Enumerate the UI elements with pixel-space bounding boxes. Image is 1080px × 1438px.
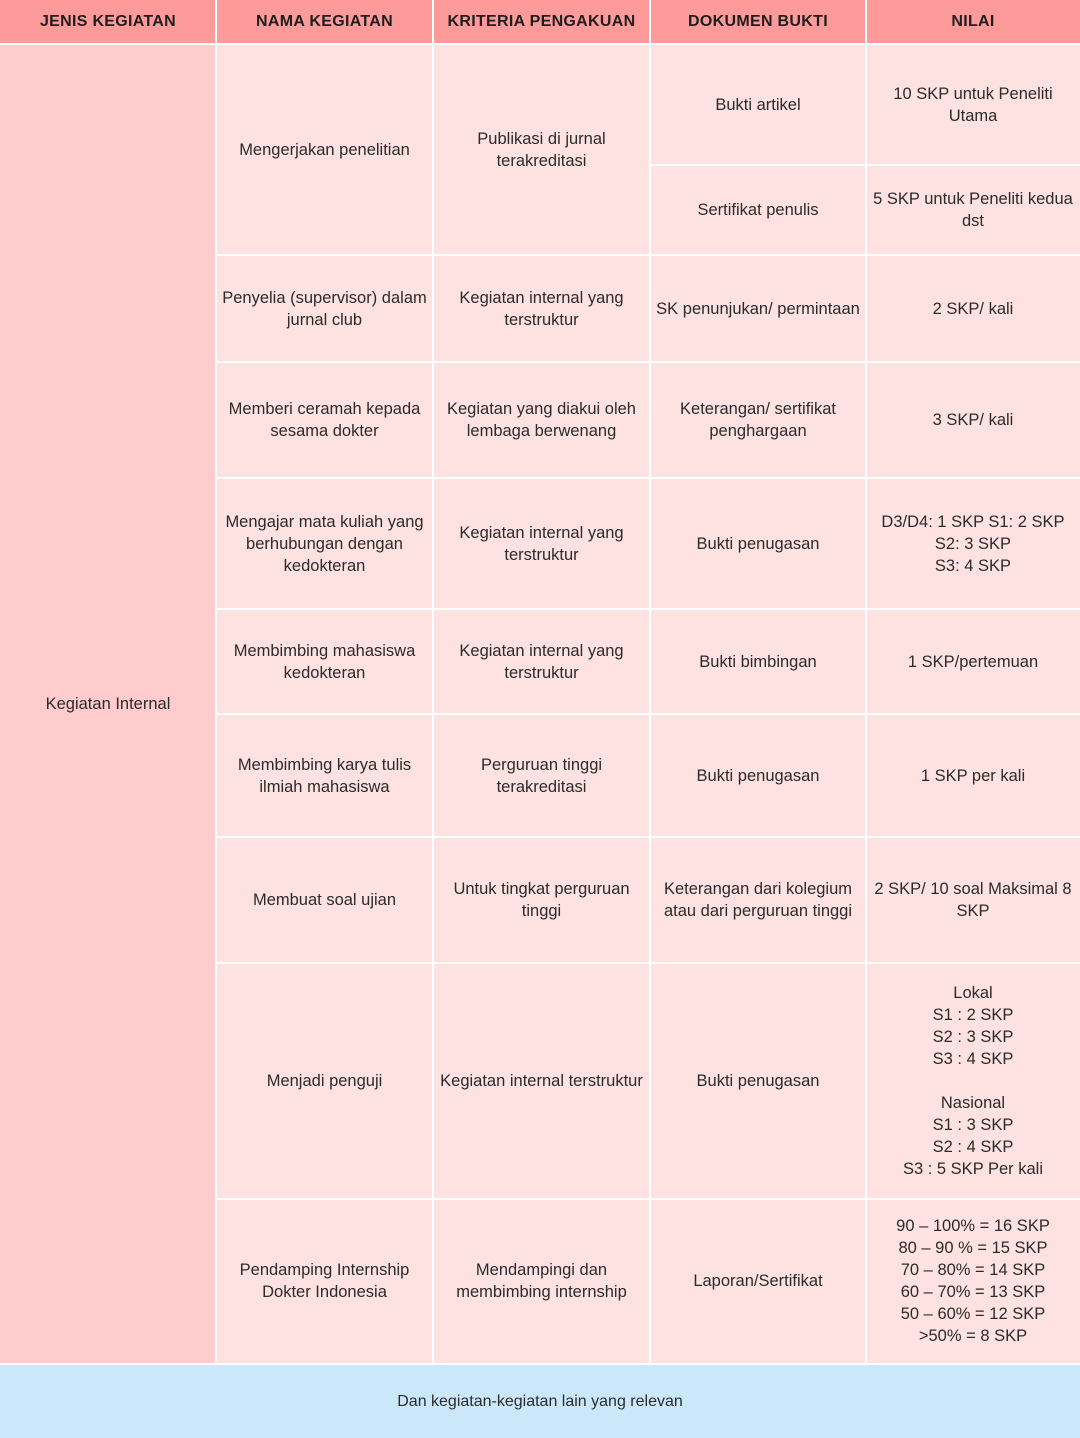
header-kriteria: KRITERIA PENGAKUAN	[433, 0, 650, 44]
nama-kegiatan-cell: Menjadi penguji	[216, 963, 433, 1199]
row-divider	[216, 713, 1080, 715]
header-jenis: JENIS KEGIATAN	[0, 0, 216, 44]
row-divider	[650, 164, 1080, 166]
kriteria-cell: Perguruan tinggi terakreditasi	[433, 714, 650, 837]
nama-kegiatan-cell: Mengajar mata kuliah yang berhubungan dengan kedokteran	[216, 478, 433, 609]
nama-kegiatan-cell: Membuat soal ujian	[216, 837, 433, 963]
row-divider	[216, 836, 1080, 838]
row-divider	[216, 608, 1080, 610]
row-divider	[216, 254, 1080, 256]
column-divider	[432, 0, 434, 1363]
nilai-cell: 3 SKP/ kali	[866, 362, 1080, 478]
column-divider	[649, 0, 651, 1363]
kriteria-cell: Kegiatan internal yang terstruktur	[433, 255, 650, 362]
kriteria-cell: Kegiatan yang diakui oleh lembaga berwenang	[433, 362, 650, 478]
nilai-cell: 1 SKP per kali	[866, 714, 1080, 837]
dokumen-cell: SK penunjukan/ permintaan	[650, 255, 866, 362]
nilai-cell: 90 – 100% = 16 SKP 80 – 90 % = 15 SKP 70 – 80% = 14 SKP 60 – 70% = 13 SKP 50 – 60% = 12 SKP >50% = 8 SKP	[866, 1199, 1080, 1363]
nilai-cell: 1 SKP/pertemuan	[866, 609, 1080, 714]
column-divider	[215, 0, 217, 1363]
jenis-kegiatan-cell: Kegiatan Internal	[0, 44, 216, 1363]
nama-kegiatan-cell: Membimbing mahasiswa kedokteran	[216, 609, 433, 714]
dokumen-cell: Bukti artikel	[650, 44, 866, 165]
dokumen-cell: Sertifikat penulis	[650, 165, 866, 255]
nilai-cell: 2 SKP/ 10 soal Maksimal 8 SKP	[866, 837, 1080, 963]
nilai-cell: D3/D4: 1 SKP S1: 2 SKP S2: 3 SKP S3: 4 SKP	[866, 478, 1080, 609]
dokumen-cell: Bukti penugasan	[650, 963, 866, 1199]
kriteria-cell: Kegiatan internal terstruktur	[433, 963, 650, 1199]
nama-kegiatan-cell: Membimbing karya tulis ilmiah mahasiswa	[216, 714, 433, 837]
kriteria-cell: Kegiatan internal yang terstruktur	[433, 609, 650, 714]
dokumen-cell: Keterangan/ sertifikat penghargaan	[650, 362, 866, 478]
header-nama: NAMA KEGIATAN	[216, 0, 433, 44]
nilai-cell: 2 SKP/ kali	[866, 255, 1080, 362]
row-divider	[216, 361, 1080, 363]
nama-kegiatan-cell: Mengerjakan penelitian	[216, 44, 433, 255]
dokumen-cell: Keterangan dari kolegium atau dari perguruan tinggi	[650, 837, 866, 963]
nama-kegiatan-cell: Pendamping Internship Dokter Indonesia	[216, 1199, 433, 1363]
dokumen-cell: Bukti bimbingan	[650, 609, 866, 714]
nama-kegiatan-cell: Memberi ceramah kepada sesama dokter	[216, 362, 433, 478]
nilai-cell: 10 SKP untuk Peneliti Utama	[866, 44, 1080, 165]
column-divider	[865, 0, 867, 1363]
dokumen-cell: Bukti penugasan	[650, 714, 866, 837]
nilai-cell: 5 SKP untuk Peneliti kedua dst	[866, 165, 1080, 255]
kriteria-cell: Publikasi di jurnal terakreditasi	[433, 44, 650, 255]
row-divider	[216, 1198, 1080, 1200]
kriteria-cell: Mendampingi dan membimbing internship	[433, 1199, 650, 1363]
header-dokumen: DOKUMEN BUKTI	[650, 0, 866, 44]
nama-kegiatan-cell: Penyelia (supervisor) dalam jurnal club	[216, 255, 433, 362]
row-divider	[216, 477, 1080, 479]
row-divider	[0, 43, 1080, 45]
kriteria-cell: Untuk tingkat perguruan tinggi	[433, 837, 650, 963]
header-nilai: NILAI	[866, 0, 1080, 44]
row-divider	[216, 962, 1080, 964]
dokumen-cell: Laporan/Sertifikat	[650, 1199, 866, 1363]
kriteria-cell: Kegiatan internal yang terstruktur	[433, 478, 650, 609]
footer-note: Dan kegiatan-kegiatan lain yang relevan	[0, 1365, 1080, 1438]
dokumen-cell: Bukti penugasan	[650, 478, 866, 609]
nilai-cell: Lokal S1 : 2 SKP S2 : 3 SKP S3 : 4 SKP Nasional S1 : 3 SKP S2 : 4 SKP S3 : 5 SKP Per kali	[866, 963, 1080, 1199]
